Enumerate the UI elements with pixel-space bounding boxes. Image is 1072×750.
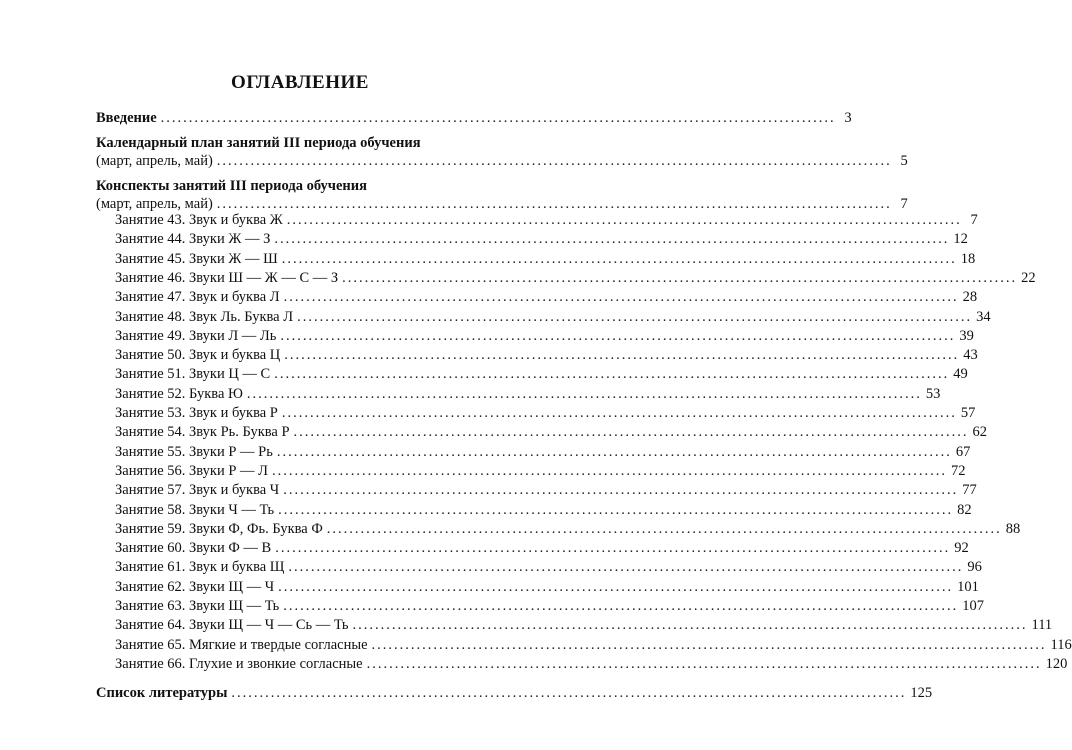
toc-page: 7 [900,196,908,212]
leader-dots: ........................................................................................................................ [366,656,1042,672]
toc-page: 107 [962,598,985,614]
toc-label: Занятие 59. Звуки Ф, Фь. Буква Ф [115,521,323,537]
toc-label: Занятие 50. Звук и буква Ц [115,347,281,363]
leader-dots: ........................................................................................................................ [326,521,1002,537]
toc-entry-lesson[interactable] [115,384,941,404]
leader-dots: ........................................................................................................................ [280,328,956,344]
leader-dots: ........................................................................................................................ [283,598,959,614]
page-title: ОГЛАВЛЕНИЕ [231,72,369,93]
toc-page: 88 [1005,521,1021,537]
toc-heading-outlines: Конспекты занятий III периода обучения [96,178,367,194]
toc-page: 43 [963,347,978,363]
toc-entry-lesson[interactable] [115,422,988,442]
toc-entry-calendar[interactable] [96,151,908,171]
leader-dots: ........................................................................................................................ [371,637,1047,653]
toc-entry-lesson[interactable] [115,364,968,384]
toc-entry-lesson[interactable] [115,577,979,597]
toc-page: 7 [970,212,978,228]
leader-dots: ........................................................................................................................ [274,231,950,247]
toc-page: 28 [962,289,978,305]
leader-dots: ........................................................................................................................ [342,270,1018,286]
leader-dots: ........................................................................................................................ [281,405,957,421]
leader-dots: ........................................................................................................................ [284,347,960,363]
toc-page: 120 [1045,656,1068,672]
toc-page: 125 [910,685,933,701]
toc-entry-lesson[interactable] [115,345,978,365]
toc-label: Занятие 58. Звуки Ч — Ть [115,502,275,518]
toc-label: Занятие 44. Звуки Ж — З [115,231,271,247]
toc-label: Занятие 65. Мягкие и твердые согласные [115,637,368,653]
toc-label: Занятие 52. Буква Ю [115,386,243,402]
leader-dots: ........................................................................................................................ [297,309,973,325]
toc-entry-lesson[interactable] [115,229,968,249]
leader-dots: ........................................................................................................................ [278,579,954,595]
toc-page: 39 [959,328,974,344]
leader-dots: ........................................................................................................................ [216,153,892,169]
toc-page: 67 [955,444,971,460]
toc-page: 5 [900,153,908,169]
toc-heading-calendar: Календарный план занятий III периода обучения [96,135,421,151]
toc-page: 96 [967,559,982,575]
toc-entry-lesson[interactable] [115,654,1068,674]
leader-dots: ........................................................................................................................ [281,251,957,267]
toc-label: Занятие 64. Звуки Щ — Ч — Сь — Ть [115,617,349,633]
toc-entry-lesson[interactable] [115,500,972,520]
toc-entry-lesson[interactable] [115,287,978,307]
toc-label: Занятие 43. Звук и буква Ж [115,212,283,228]
toc-page: 72 [950,463,966,479]
toc-entry-lesson[interactable] [115,326,974,346]
toc-label: Занятие 47. Звук и буква Л [115,289,280,305]
leader-dots: ........................................................................................................................ [283,289,959,305]
leader-dots: ........................................................................................................................ [283,482,959,498]
toc-label: Занятие 57. Звук и буква Ч [115,482,280,498]
toc-page: 22 [1021,270,1036,286]
toc-label: Занятие 53. Звук и буква Р [115,405,278,421]
toc-label: Занятие 66. Глухие и звонкие согласные [115,656,363,672]
toc-label: Список литературы [96,685,228,701]
toc-label: Занятие 61. Звук и буква Щ [115,559,285,575]
toc-page: 12 [953,231,968,247]
toc-label: Занятие 55. Звуки Р — Рь [115,444,273,460]
toc-label: Занятие 46. Звуки Ш — Ж — С — З [115,270,339,286]
leader-dots: ........................................................................................................................ [352,617,1028,633]
toc-label: Занятие 60. Звуки Ф — В [115,540,272,556]
toc-label: Занятие 49. Звуки Л — Ль [115,328,277,344]
leader-dots: ........................................................................................................................ [216,196,892,212]
toc-label: (март, апрель, май) [96,153,213,169]
toc-label: Занятие 54. Звук Рь. Буква Р [115,424,290,440]
toc-page: 34 [976,309,991,325]
leader-dots: ........................................................................................................................ [286,212,962,228]
toc-entry-lesson[interactable] [115,268,1036,288]
toc-page: 18 [960,251,976,267]
toc-entry-lesson[interactable] [115,249,976,269]
toc-page: 92 [954,540,969,556]
toc-page: 62 [972,424,988,440]
toc-entry-lesson[interactable] [115,596,985,616]
toc-label: Занятие 45. Звуки Ж — Ш [115,251,278,267]
leader-dots: ........................................................................................................................ [160,110,836,126]
toc-page: 82 [957,502,972,518]
leader-dots: ........................................................................................................................ [293,424,969,440]
leader-dots: ........................................................................................................................ [276,444,952,460]
leader-dots: ........................................................................................................................ [288,559,964,575]
toc-page: 116 [1050,637,1072,653]
toc-entry-intro[interactable] [96,108,852,128]
toc-label: Занятие 51. Звуки Ц — С [115,366,271,382]
leader-dots: ........................................................................................................................ [274,366,950,382]
toc-page: 57 [960,405,976,421]
leader-dots: ........................................................................................................................ [275,540,951,556]
toc-label: Занятие 63. Звуки Щ — Ть [115,598,280,614]
toc-page: 101 [957,579,979,595]
toc-label: Занятие 56. Звуки Р — Л [115,463,268,479]
toc-page: 53 [925,386,941,402]
leader-dots: ........................................................................................................................ [246,386,922,402]
leader-dots: ........................................................................................................................ [271,463,947,479]
toc-entry-lesson[interactable] [115,442,971,462]
toc-entry-lesson[interactable] [115,557,982,577]
leader-dots: ........................................................................................................................ [278,502,954,518]
toc-entry-lesson[interactable] [115,519,1021,539]
leader-dots: ........................................................................................................................ [231,685,907,701]
toc-entry-lesson[interactable] [115,403,976,423]
toc-page: 77 [962,482,977,498]
toc-entry-lesson[interactable] [115,538,969,558]
toc-page: 111 [1031,617,1053,633]
toc-page: 3 [844,110,852,126]
toc-entry-lesson[interactable] [115,480,977,500]
toc-entry-references[interactable] [96,683,933,703]
toc-entry-lesson[interactable] [115,461,966,481]
toc-label: Введение [96,110,157,126]
toc-entry-lesson[interactable] [115,307,991,327]
toc-entry-lesson[interactable] [115,615,1053,635]
toc-page: 49 [953,366,968,382]
toc-entry-lesson[interactable] [115,210,978,230]
toc-entry-lesson[interactable] [115,635,1072,655]
toc-label: Занятие 62. Звуки Щ — Ч [115,579,275,595]
toc-label: (март, апрель, май) [96,196,213,212]
toc-label: Занятие 48. Звук Ль. Буква Л [115,309,294,325]
